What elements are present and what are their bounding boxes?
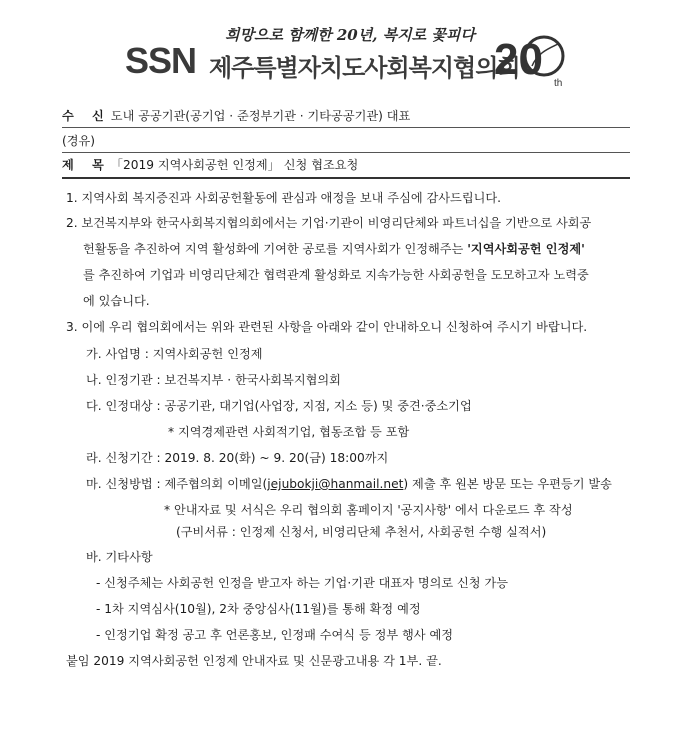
item-ma-text: 마. 신청방법 : 제주협의회 이메일( (86, 477, 268, 491)
item-ga: 가. 사업명 : 지역사회공헌 인정제 (86, 347, 263, 361)
recipient-label: 수 신 (62, 109, 111, 123)
item-da: 다. 인정대상 : 공공기관, 대기업(사업장, 지점, 지소 등) 및 중견·중소기업 (86, 399, 472, 413)
item-ba-3: - 인정기업 확정 공고 후 언론홍보, 인정패 수여식 등 정부 행사 예정 (96, 628, 453, 642)
paragraph-2-line-3: 를 추진하여 기업과 비영리단체간 협력관계 활성화로 지속가능한 사회공헌을 도모하고자 노력중 (83, 268, 589, 282)
program-name-emphasis: '지역사회공헌 인정제' (467, 242, 585, 256)
anniversary-suffix: th (554, 78, 563, 89)
item-ma (86, 476, 612, 492)
divider (62, 152, 630, 153)
anniversary-20th-emblem (492, 30, 574, 90)
anniversary-number: 20 (494, 35, 543, 84)
divider (62, 177, 630, 179)
item-na: 나. 인정기관 : 보건복지부 · 한국사회복지협의회 (86, 373, 341, 387)
organization-name: 제주특별자치도사회복지협의회 (209, 54, 520, 82)
item-ma-text: ) 제출 후 원본 방문 또는 우편등기 발송 (403, 477, 612, 491)
item-da-note: * 지역경제관련 사회적기업, 협동조합 등 포함 (168, 425, 410, 439)
email-link[interactable]: jejubokji@hanmail.net (267, 477, 404, 491)
paragraph-2-line-1: 2. 보건복지부와 한국사회복지협의회에서는 기업·기관이 비영리단체와 파트너십을 기반으로 사회공 (66, 216, 592, 230)
slogan-text: 희망으로 함께한 20년, 복지로 꽃피다 (225, 26, 475, 44)
item-ra: 라. 신청기간 : 2019. 8. 20(화) ~ 9. 20(금) 18:00까지 (86, 451, 389, 465)
paragraph-3: 3. 이에 우리 협의회에서는 위와 관련된 사항을 아래와 같이 안내하오니 신청하여 주시기 바랍니다. (66, 320, 588, 334)
attachment-line: 붙임 2019 지역사회공헌 인정제 안내자료 및 신문광고내용 각 1부. 끝. (66, 654, 442, 668)
item-ma-note-1: * 안내자료 및 서식은 우리 협의회 홈페이지 '공지사항' 에서 다운로드 후 작성 (164, 503, 573, 517)
subject-text: 「2019 지역사회공헌 인정제」 신청 협조요청 (110, 158, 359, 172)
subject-line (62, 157, 358, 173)
item-ba: 바. 기타사항 (86, 550, 153, 564)
paragraph-2-line-2 (83, 241, 585, 257)
paragraph-1: 1. 지역사회 복지증진과 사회공헌활동에 관심과 애정을 보내 주심에 감사드립니다. (66, 191, 502, 205)
letterhead (0, 0, 675, 100)
item-ba-2: - 1차 지역심사(10월), 2차 중앙심사(11월)를 통해 확정 예정 (96, 602, 421, 616)
item-ma-note-2: (구비서류 : 인정제 신청서, 비영리단체 추천서, 사회공헌 수행 실적서) (176, 525, 547, 539)
paragraph-2-text: 헌활동을 추진하여 지역 활성화에 기여한 공로를 지역사회가 인정해주는 (83, 242, 468, 256)
item-ba-1: - 신청주체는 사회공헌 인정을 받고자 하는 기업·기관 대표자 명의로 신청 가능 (96, 576, 508, 590)
paragraph-2-line-4: 에 있습니다. (83, 294, 150, 308)
via-line: (경유) (62, 134, 96, 148)
ssn-logo: SSN (125, 40, 197, 81)
recipient-line (62, 108, 410, 124)
recipient-text: 도내 공공기관(공기업 · 준정부기관 · 기타공공기관) 대표 (110, 109, 411, 123)
subject-label: 제 목 (62, 158, 111, 172)
divider (62, 127, 630, 128)
